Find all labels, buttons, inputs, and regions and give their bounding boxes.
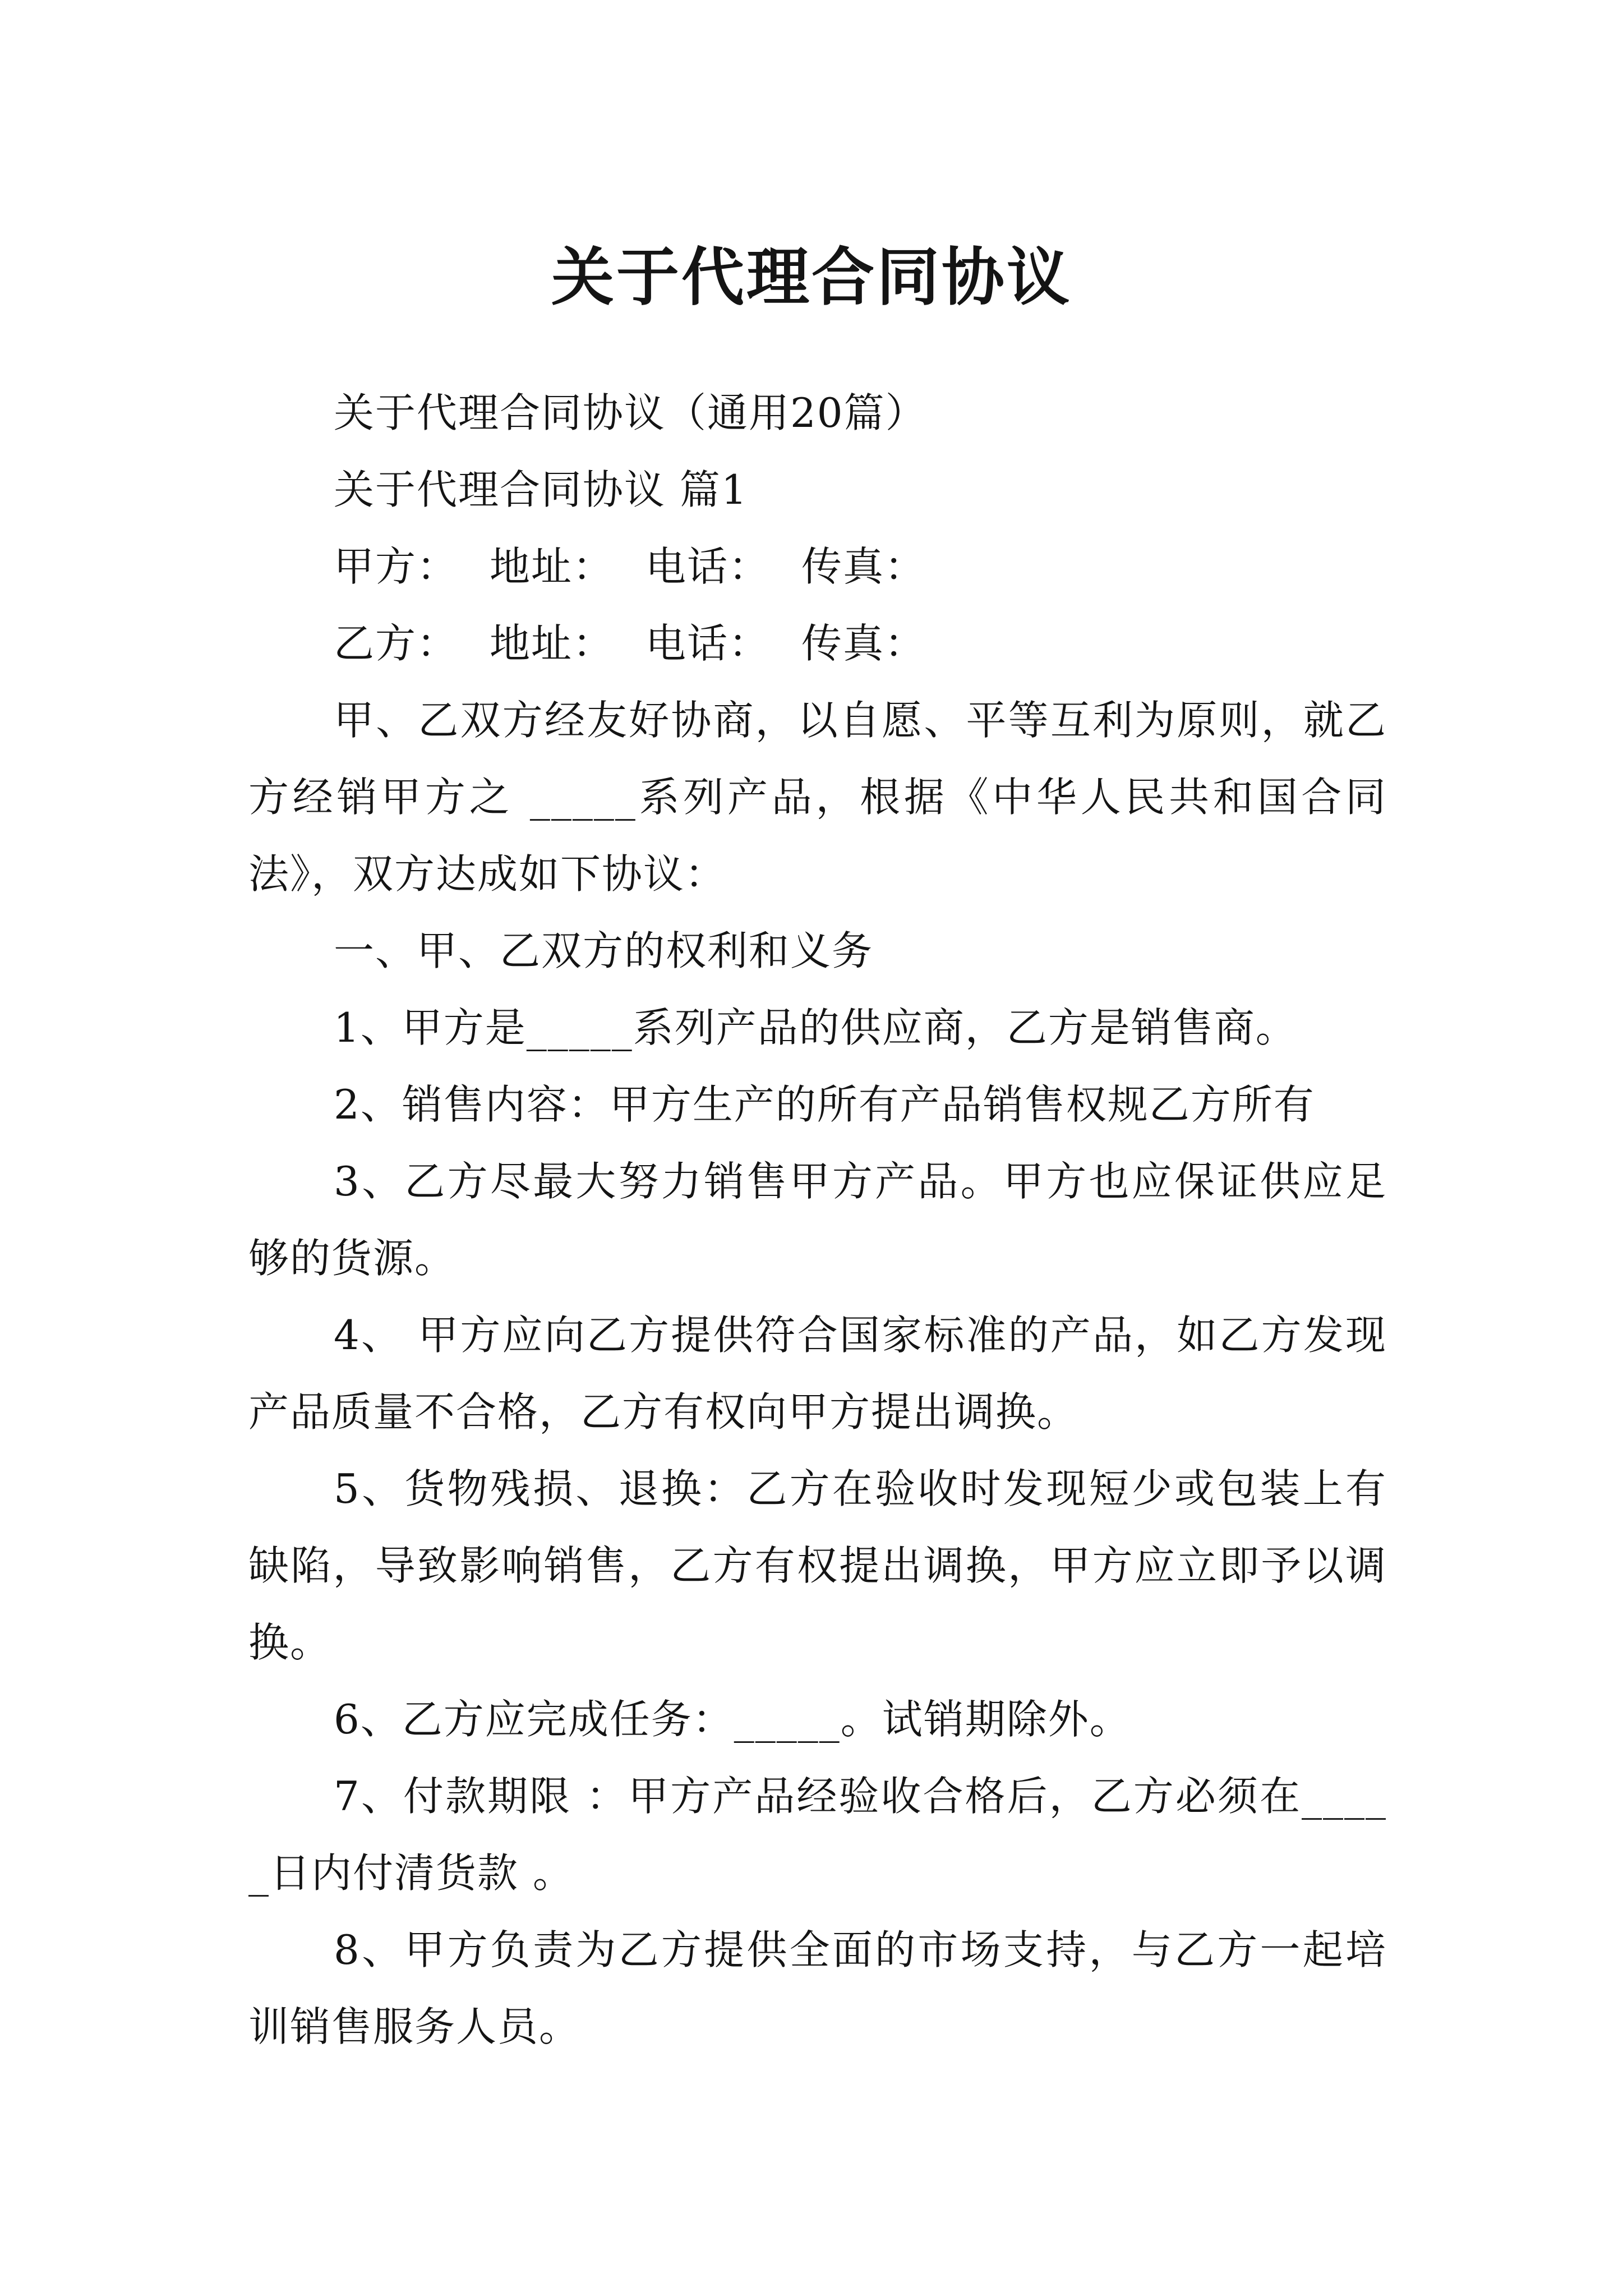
party-a-phone-label: 电话：	[645, 543, 771, 590]
clause-7: 7、付款期限 ：甲方产品经验收合格后，乙方必须在_____日内付清货款 。	[248, 1773, 1387, 1897]
clause-8: 8、甲方负责为乙方提供全面的市场支持，与乙方一起培训销售服务人员。	[248, 1926, 1387, 2050]
clause-3: 3、乙方尽最大努力销售甲方产品。甲方也应保证供应足够的货源。	[248, 1158, 1387, 1282]
party-a-address-label: 地址：	[490, 543, 615, 590]
party-b-info	[248, 605, 1387, 682]
section-heading: 关于代理合同协议 篇1	[334, 466, 748, 513]
clause-5: 5、货物残损、退换：乙方在验收时发现短少或包装上有缺陷，导致影响销售，乙方有权提出调换，甲方应立即予以调换。	[248, 1465, 1387, 1666]
clause-1: 1、甲方是_____系列产品的供应商，乙方是销售商。	[334, 1004, 1297, 1051]
document-title: 关于代理合同协议	[551, 241, 1072, 315]
party-b-fax-label: 传真：	[801, 620, 926, 667]
intro-paragraph: 甲、乙双方经友好协商，以自愿、平等互利为原则，就乙方经销甲方之 _____系列产品，根据《中华人民共和国合同法》，双方达成如下协议：	[248, 697, 1387, 898]
subtitle: 关于代理合同协议（通用20篇）	[334, 389, 927, 436]
party-a-label: 甲方：	[334, 543, 459, 590]
party-a-info	[248, 528, 1387, 605]
clause-4: 4、 甲方应向乙方提供符合国家标准的产品，如乙方发现产品质量不合格，乙方有权向甲方提出调换。	[248, 1312, 1387, 1435]
party-b-phone-label: 电话：	[645, 620, 771, 667]
party-b-label: 乙方：	[334, 620, 459, 667]
clause-6: 6、乙方应完成任务：_____。试销期除外。	[334, 1696, 1131, 1743]
clause-heading: 一、甲、乙双方的权利和义务	[334, 927, 874, 974]
document-body	[248, 375, 1387, 2065]
party-b-address-label: 地址：	[490, 620, 615, 667]
clause-2: 2、销售内容：甲方生产的所有产品销售权规乙方所有	[334, 1081, 1315, 1128]
party-a-fax-label: 传真：	[801, 543, 926, 590]
